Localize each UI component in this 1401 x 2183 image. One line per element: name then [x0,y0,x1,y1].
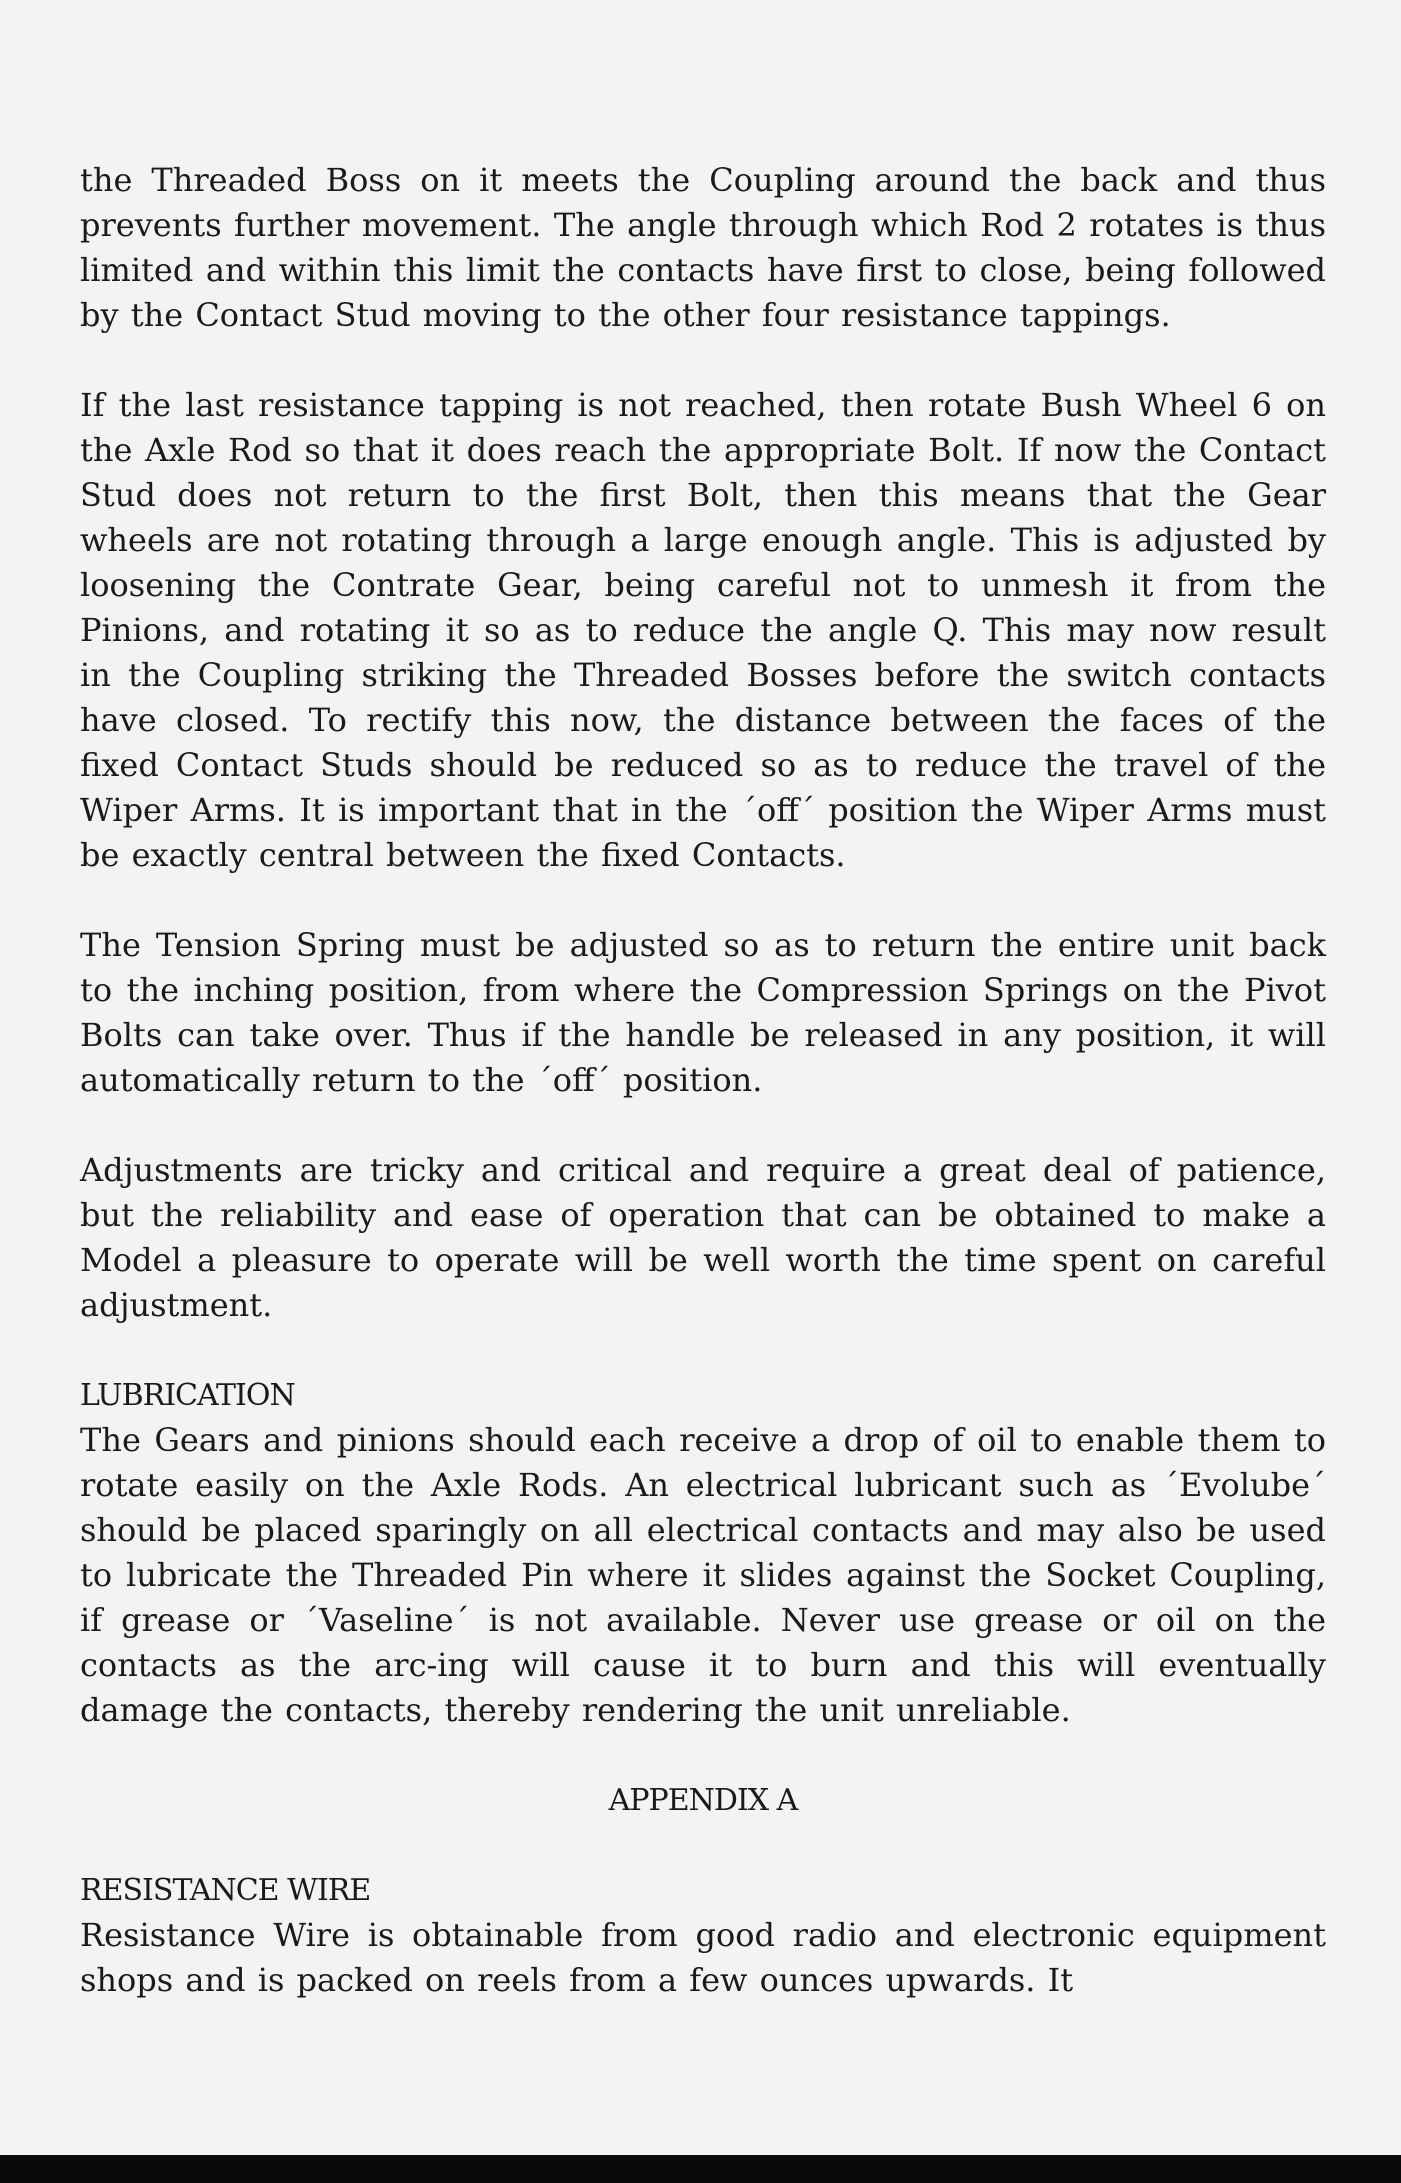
scan-bottom-edge [0,2155,1401,2183]
paragraph-resistance-wire: Resistance Wire is obtainable from good radio and electronic equipment shops and is packed on reels from a few ounces upwards. It [80,1916,1326,1999]
lubrication-heading: LUBRICATION [80,1378,295,1413]
paragraph-tension-spring: The Tension Spring must be adjusted so as to return the entire unit back to the inching position, from where the Compression Springs on the Pivot Bolts can take over. Thus if the handle be released in any position, it will automatically return to the ´off´ position. [80,926,1326,1099]
paragraph-lubrication: The Gears and pinions should each receive a drop of oil to enable them to rotate easily on the Axle Rods. An electrical lubricant such as ´Evolube´ should be placed sparingly on all electrical contacts and may also be used to lubricate the Threaded Pin where it slides against the Socket Coupling, if grease or ´Vaseline´ is not available. Never use grease or oil on the contacts as the arc-ing will cause it to burn and this will eventually damage the contacts, thereby rendering the unit unreliable. [80,1421,1326,1729]
paragraph-resistance-tapping: If the last resistance tapping is not reached, then rotate Bush Wheel 6 on the Axle Rod so that it does reach the appropriate Bolt. If now the Contact Stud does not return to the first Bolt, then this means that the Gear wheels are not rotating through a large enough angle. This is adjusted by loosening the Contrate Gear, being careful not to unmesh it from the Pinions, and rotating it so as to reduce the angle Q. This may now result in the Coupling striking the Threaded Bosses before the switch contacts have closed. To rectify this now, the distance between the faces of the fixed Contact Studs should be reduced so as to reduce the travel of the Wiper Arms. It is important that in the ´off´ position the Wiper Arms must be exactly central between the fixed Contacts. [80,386,1326,874]
text-column [80,158,1326,2003]
resistance-wire-heading: RESISTANCE WIRE [80,1873,371,1908]
paragraph-adjustments: Adjustments are tricky and critical and require a great deal of patience, but the reliability and ease of operation that can be obtained to make a Model a pleasure to operate will be well worth the time spent on careful adjustment. [80,1151,1326,1324]
paragraph-threaded-boss: the Threaded Boss on it meets the Coupling around the back and thus prevents further movement. The angle through which Rod 2 rotates is thus limited and within this limit the contacts have first to close, being followed by the Contact Stud moving to the other four resistance tappings. [80,161,1326,334]
appendix-title: APPENDIX A [608,1783,798,1818]
